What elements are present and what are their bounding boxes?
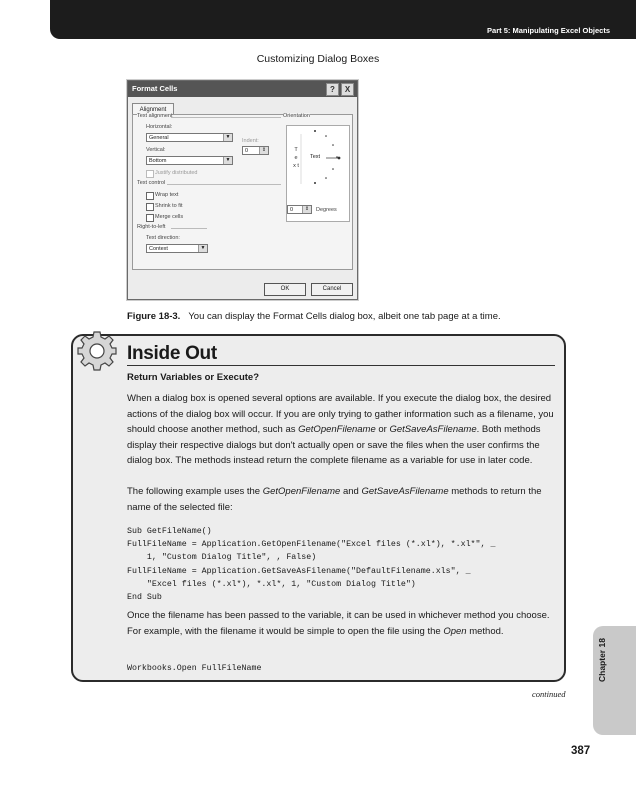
degrees-value: 0 <box>290 207 294 213</box>
merge-cells-checkbox[interactable] <box>146 214 154 222</box>
indent-label: Indent: <box>242 138 259 144</box>
indent-value: 0 <box>245 148 249 154</box>
part-title: Part 5: Manipulating Excel Objects <box>487 26 610 35</box>
paragraph-1 <box>127 391 555 469</box>
divider <box>171 228 207 229</box>
dialog-title: Format Cells <box>132 84 178 93</box>
ok-button[interactable]: OK <box>264 283 306 296</box>
code-block-2: Workbooks.Open FullFileName <box>127 664 262 673</box>
text-run-italic: GetOpenFilename <box>298 424 376 435</box>
chapter-tab <box>593 626 636 735</box>
paragraph-2 <box>127 484 555 515</box>
rtl-group-label: Right-to-left <box>137 224 166 230</box>
divider <box>127 365 555 366</box>
code-block-1: Sub GetFileName() FullFileName = Application.GetOpenFilename("Excel files (*.xl*), *.xl*", _ 1, "Custom Dialog Title", , False) FullFileName = Application.GetSaveAsFilename("DefaultFilename.xls", _ "Excel files (*.xl*), *.xl*, 1, "Custom Dialog Title") End Sub <box>127 527 496 603</box>
page-number: 387 <box>571 745 591 757</box>
text-alignment-group-label: Text alignment <box>137 113 173 119</box>
cancel-button[interactable]: Cancel <box>311 283 353 296</box>
chapter-label: Chapter 18 <box>597 638 607 682</box>
vertical-text-sample: T e x t <box>293 147 299 169</box>
text-direction-value: Context <box>149 246 168 252</box>
horizontal-select[interactable] <box>146 133 233 142</box>
spinner-icon: ⇕ <box>259 147 268 154</box>
text-run: methods to return the name of the selected file: <box>127 486 542 513</box>
help-button[interactable]: ? <box>326 83 339 96</box>
inside-out-title: Inside Out <box>127 343 217 364</box>
shrink-to-fit-label: Shrink to fit <box>155 203 183 209</box>
horizontal-text-sample: Text <box>310 154 321 160</box>
chevron-down-icon: ▼ <box>198 245 207 252</box>
chevron-down-icon: ▼ <box>223 157 232 164</box>
text-run: and <box>340 486 362 497</box>
horizontal-value: General <box>149 135 169 141</box>
indent-spinner[interactable] <box>242 146 269 155</box>
close-button[interactable]: X <box>341 83 354 96</box>
dialog-title-bar <box>128 81 357 97</box>
text-run-italic: GetSaveAsFilename <box>361 486 449 497</box>
wrap-text-label: Wrap text <box>155 192 179 198</box>
degrees-label: Degrees <box>316 207 337 213</box>
format-cells-dialog <box>127 80 358 300</box>
text-run: or <box>375 424 390 435</box>
justify-distributed-label: Justify distributed <box>155 170 198 176</box>
figure-caption-text: You can display the Format Cells dialog box, albeit one tab page at a time. <box>188 311 501 322</box>
text-run: . Both methods display their respective dialogs but don't actually open or save the files when the user confirms the dialog box. The methods instead return the complete filename as a variable for use in later code. <box>127 424 541 466</box>
text-run: method. <box>466 625 504 637</box>
text-run: When a dialog box is opened several options are available. If you execute the dialog box, the desired actions of the dialog box will occur. If you are only trying to gather information such as a filename, you should choose another method, such as <box>127 393 554 435</box>
text-direction-select[interactable] <box>146 244 208 253</box>
text-direction-label: Text direction: <box>146 235 180 241</box>
divider <box>171 117 281 118</box>
inside-out-subtitle: Return Variables or Execute? <box>127 372 259 383</box>
text-control-group-label: Text control <box>137 180 166 186</box>
wrap-text-checkbox[interactable] <box>146 192 154 200</box>
text-run-italic: Open <box>443 625 467 637</box>
vertical-select[interactable] <box>146 156 233 165</box>
figure-number: Figure 18-3. <box>127 311 181 322</box>
text-run: Once the filename has been passed to the variable, it can be used in whichever method you choose. For example, with the filename it would be simple to open the file using the <box>127 610 550 637</box>
header-bar <box>50 0 636 39</box>
gear-icon <box>76 330 118 372</box>
alignment-panel <box>132 114 353 270</box>
running-title: Customizing Dialog Boxes <box>256 53 380 65</box>
shrink-to-fit-checkbox[interactable] <box>146 203 154 211</box>
paragraph-3 <box>127 608 555 639</box>
orientation-group-label: Orientation <box>283 113 310 119</box>
vertical-label: Vertical: <box>146 147 166 153</box>
merge-cells-label: Merge cells <box>155 214 184 220</box>
chevron-down-icon: ▼ <box>223 134 232 141</box>
text-run-italic: GetSaveAsFilename <box>389 424 477 435</box>
vertical-value: Bottom <box>149 158 167 164</box>
text-run: The following example uses the <box>127 486 263 497</box>
spinner-icon: ⇕ <box>302 206 311 213</box>
horizontal-label: Horizontal: <box>146 124 173 130</box>
degrees-spinner[interactable] <box>287 205 312 214</box>
text-run-italic: GetOpenFilename <box>262 486 341 497</box>
figure-caption <box>127 311 501 322</box>
tab-alignment[interactable]: Alignment <box>132 103 174 116</box>
divider <box>167 184 281 185</box>
continued-label: continued <box>532 689 566 699</box>
justify-distributed-checkbox[interactable] <box>146 170 154 178</box>
